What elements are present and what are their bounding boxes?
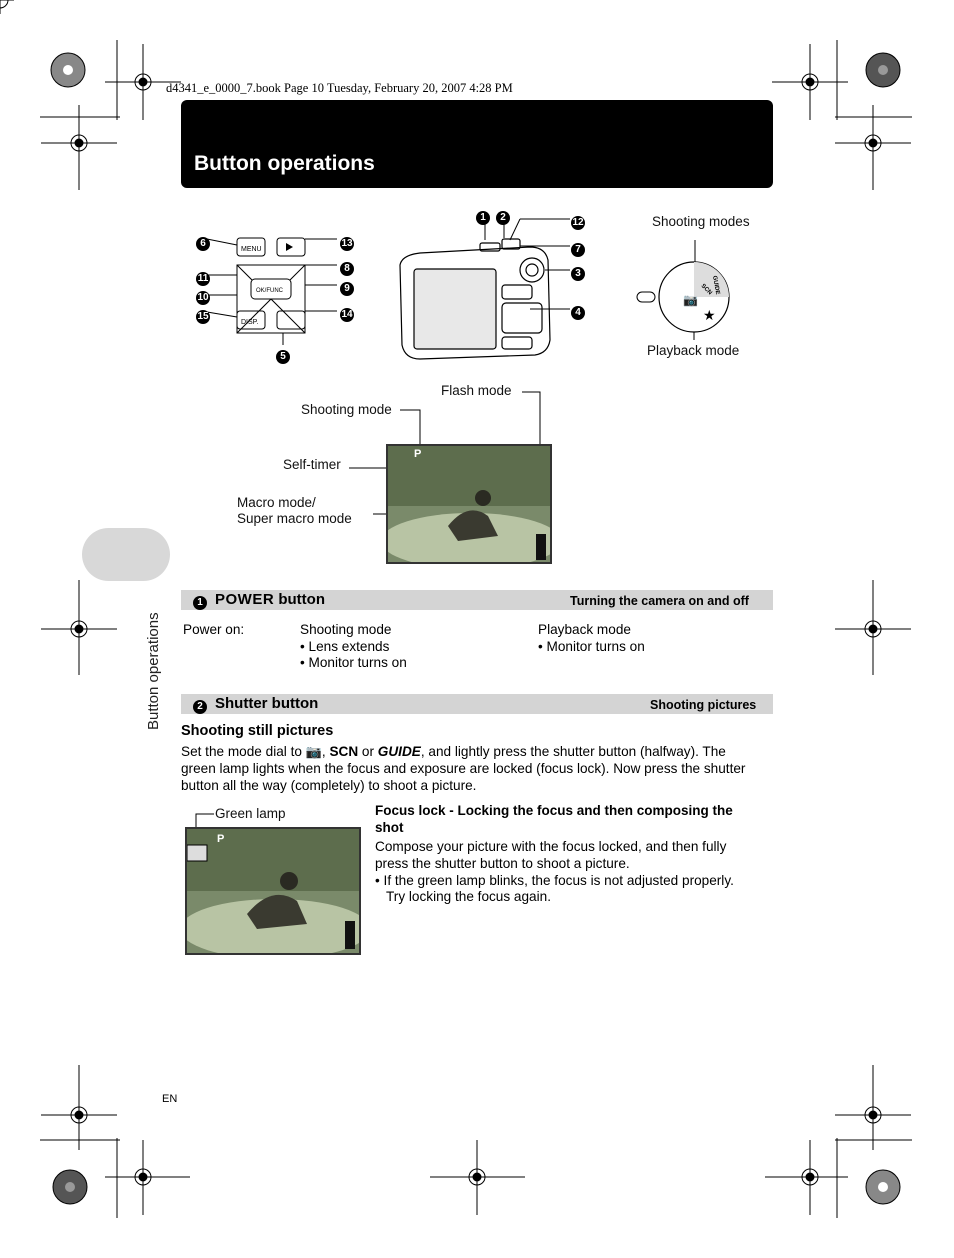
playback-mode-label: Playback mode: [647, 343, 740, 358]
para-line2: green lamp lights when the focus and exposure are locked (focus lock). Now press the shutter: [181, 761, 746, 776]
side-tab: [82, 528, 170, 581]
section1-right: Turning the camera on and off: [570, 594, 749, 608]
callout-6: 6: [196, 233, 210, 251]
monitor-screen-image: [386, 444, 552, 564]
guide-icon: GUIDE: [377, 744, 421, 759]
favorite-star-icon: ★: [703, 308, 716, 324]
button-word: button: [274, 591, 325, 608]
shooting-modes-label: Shooting modes: [652, 214, 750, 229]
callout-12: 12: [572, 217, 584, 228]
monitor-on-item: • Monitor turns on: [300, 655, 407, 670]
page-title: Button operations: [194, 152, 375, 175]
mode-dial: [625, 240, 765, 340]
disp-key-label: DISP.: [241, 319, 259, 326]
callout-13: 13: [341, 238, 353, 249]
section1-title: [215, 591, 325, 608]
camera-icon: 📷: [305, 744, 322, 759]
shooting-mode-heading: Shooting mode: [300, 622, 392, 637]
focus-lock-title-2: shot: [375, 820, 404, 835]
playback-monitor-on-item: • Monitor turns on: [538, 639, 645, 654]
menu-key-label: MENU: [241, 246, 262, 253]
section1-number: 1: [193, 592, 207, 610]
p-indicator: P: [414, 448, 422, 460]
callout-15: 15: [197, 311, 209, 322]
para-line1: Set the mode dial to 📷, SCN or GUIDE, and lightly press the shutter button (halfway). The: [181, 744, 726, 759]
flash-mode-label: Flash mode: [441, 383, 512, 398]
callout-2: 2: [496, 207, 510, 225]
focus-lock-body-2: press the shutter button to shoot a picture.: [375, 856, 630, 871]
focus-lock-title-1: Focus lock - Locking the focus and then composing the: [375, 803, 733, 818]
power-word: POWER: [215, 591, 275, 608]
camera-mode-icon: 📷: [683, 293, 698, 307]
para-line3: button all the way (completely) to shoot a picture.: [181, 778, 477, 793]
section2-right: Shooting pictures: [650, 698, 757, 712]
callout-9: 9: [340, 278, 354, 296]
playback-mode-heading: Playback mode: [538, 622, 631, 637]
focus-lock-bullet-1: • If the green lamp blinks, the focus is not adjusted properly.: [375, 873, 734, 888]
callout-5: 5: [276, 346, 290, 364]
dial-scn-label: SCN: [699, 283, 713, 297]
callout-14: 14: [341, 309, 353, 320]
callout-10: 10: [197, 292, 209, 303]
side-tab-label: Button operations: [145, 612, 162, 730]
green-lamp-label: Green lamp: [215, 806, 286, 821]
focus-lock-screen-image: [185, 827, 361, 955]
language-code: EN: [162, 1093, 178, 1105]
callout-1: 1: [476, 207, 490, 225]
callout-8: 8: [340, 258, 354, 276]
super-macro-mode-label: Super macro mode: [237, 511, 352, 526]
callout-7: 7: [571, 239, 585, 257]
callout-11: 11: [197, 273, 209, 284]
macro-mode-label: Macro mode/: [237, 495, 316, 510]
focus-lock-bullet-2: Try locking the focus again.: [386, 889, 551, 904]
power-on-label: Power on:: [183, 622, 245, 637]
p-indicator-2: P: [217, 833, 225, 845]
callout-4: 4: [571, 302, 585, 320]
section2-title: Shutter button: [215, 695, 319, 712]
book-header-line: d4341_e_0000_7.book Page 10 Tuesday, February 20, 2007 4:28 PM: [166, 81, 513, 95]
focus-lock-body-1: Compose your picture with the focus locked, and then fully: [375, 839, 727, 854]
lens-extends-item: • Lens extends: [300, 639, 390, 654]
camera-callout-lines: [480, 210, 600, 320]
ok-key-label: OK/FUNC: [256, 288, 283, 294]
section2-number: 2: [193, 696, 207, 714]
dial-guide-label: GUIDE: [711, 275, 721, 296]
scn-icon: SCN: [329, 744, 359, 759]
playback-icon: [286, 243, 293, 251]
subhead-still-pictures: Shooting still pictures: [181, 723, 334, 739]
shooting-mode-label: Shooting mode: [301, 402, 392, 417]
self-timer-label: Self-timer: [283, 457, 341, 472]
callout-3: 3: [571, 263, 585, 281]
